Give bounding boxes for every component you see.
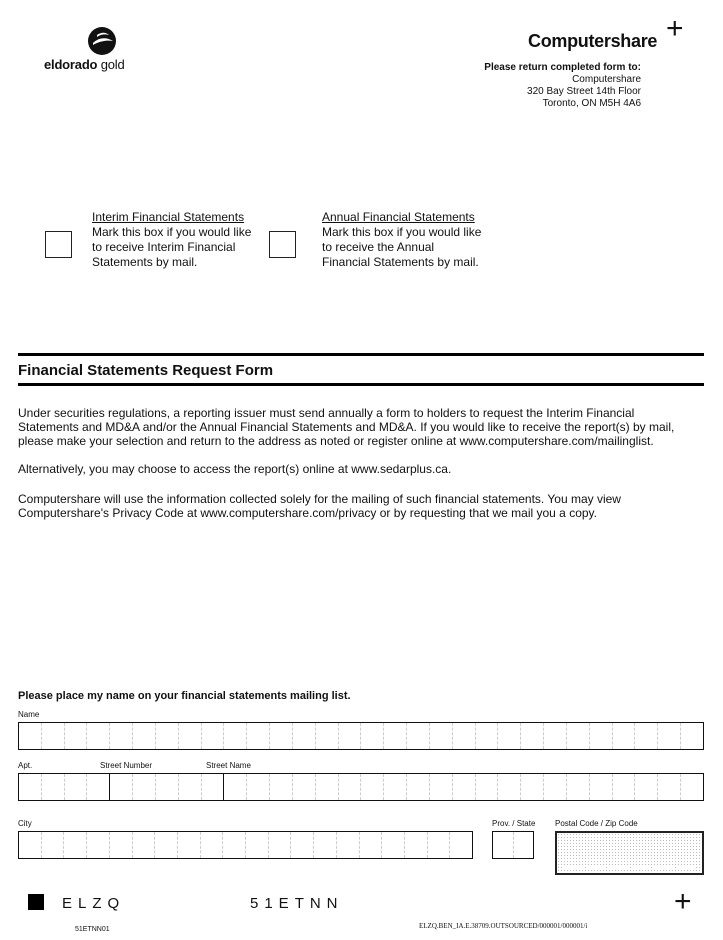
postal-code-field[interactable] [555, 831, 704, 875]
return-heading: Please return completed form to: [484, 62, 641, 73]
eldorado-emblem-icon [87, 26, 117, 56]
return-line: Toronto, ON M5H 4A6 [542, 98, 641, 109]
annual-statements-checkbox[interactable] [269, 231, 296, 258]
alternative-paragraph: Alternatively, you may choose to access the report(s) online at www.sedarplus.ca. [18, 462, 452, 476]
divider [18, 383, 704, 386]
apt-label: Apt. [18, 761, 33, 770]
annual-statements-title: Annual Financial Statements [322, 210, 475, 224]
street-number-label: Street Number [100, 761, 153, 770]
registration-mark-icon: + [666, 12, 684, 45]
footer-reference: ELZQ.BEN_IA.E.38709.OUTSOURCED/000001/000001/i [419, 922, 588, 930]
street-name-label: Street Name [206, 761, 251, 770]
prov-state-label: Prov. / State [492, 819, 536, 828]
privacy-paragraph: Computershare will use the information collected solely for the mailing of such financial statements. You may view Computershare's Privacy Code at www.computershare.com/privacy or by requesting that we mail you a copy. [18, 492, 621, 520]
intro-paragraph: Under securities regulations, a reporting issuer must send annually a form to holders to request the Interim Financial Statements and MD&A and/or the Annual Financial Statements and MD&A. If you would like to receive the report(s) by mail, please make your selection and return to the address as noted or register online at www.computershare.com/mailinglist. [18, 406, 675, 448]
registration-square-icon [28, 894, 44, 910]
mailing-list-prompt: Please place my name on your financial statements mailing list. [18, 690, 351, 702]
computershare-logo: Computershare [528, 31, 658, 51]
city-field[interactable] [18, 831, 473, 859]
prov-state-field[interactable] [492, 831, 534, 859]
eldorado-gold-logo [44, 26, 134, 72]
divider [18, 353, 704, 356]
footer-code-center: 51ETNN [250, 895, 344, 912]
address-field[interactable] [18, 773, 704, 801]
eldorado-wordmark: eldorado gold [44, 57, 125, 72]
form-title: Financial Statements Request Form [18, 362, 274, 379]
city-label: City [18, 819, 32, 828]
interim-statements-title: Interim Financial Statements [92, 210, 245, 224]
postal-code-label: Postal Code / Zip Code [555, 819, 638, 828]
name-field[interactable] [18, 722, 704, 750]
footer-code-small: 51ETNN01 [75, 926, 110, 933]
return-address [484, 62, 641, 110]
interim-statements-checkbox[interactable] [45, 231, 72, 258]
footer-code-left: ELZQ [62, 895, 126, 912]
annual-statements-description: Mark this box if you would like to receive the Annual Financial Statements by mail. [322, 225, 482, 269]
return-line: Computershare [572, 74, 641, 85]
name-label: Name [18, 710, 40, 719]
registration-mark-icon: + [674, 885, 692, 918]
return-line: 320 Bay Street 14th Floor [527, 86, 641, 97]
interim-statements-description: Mark this box if you would like to receive Interim Financial Statements by mail. [92, 225, 252, 269]
